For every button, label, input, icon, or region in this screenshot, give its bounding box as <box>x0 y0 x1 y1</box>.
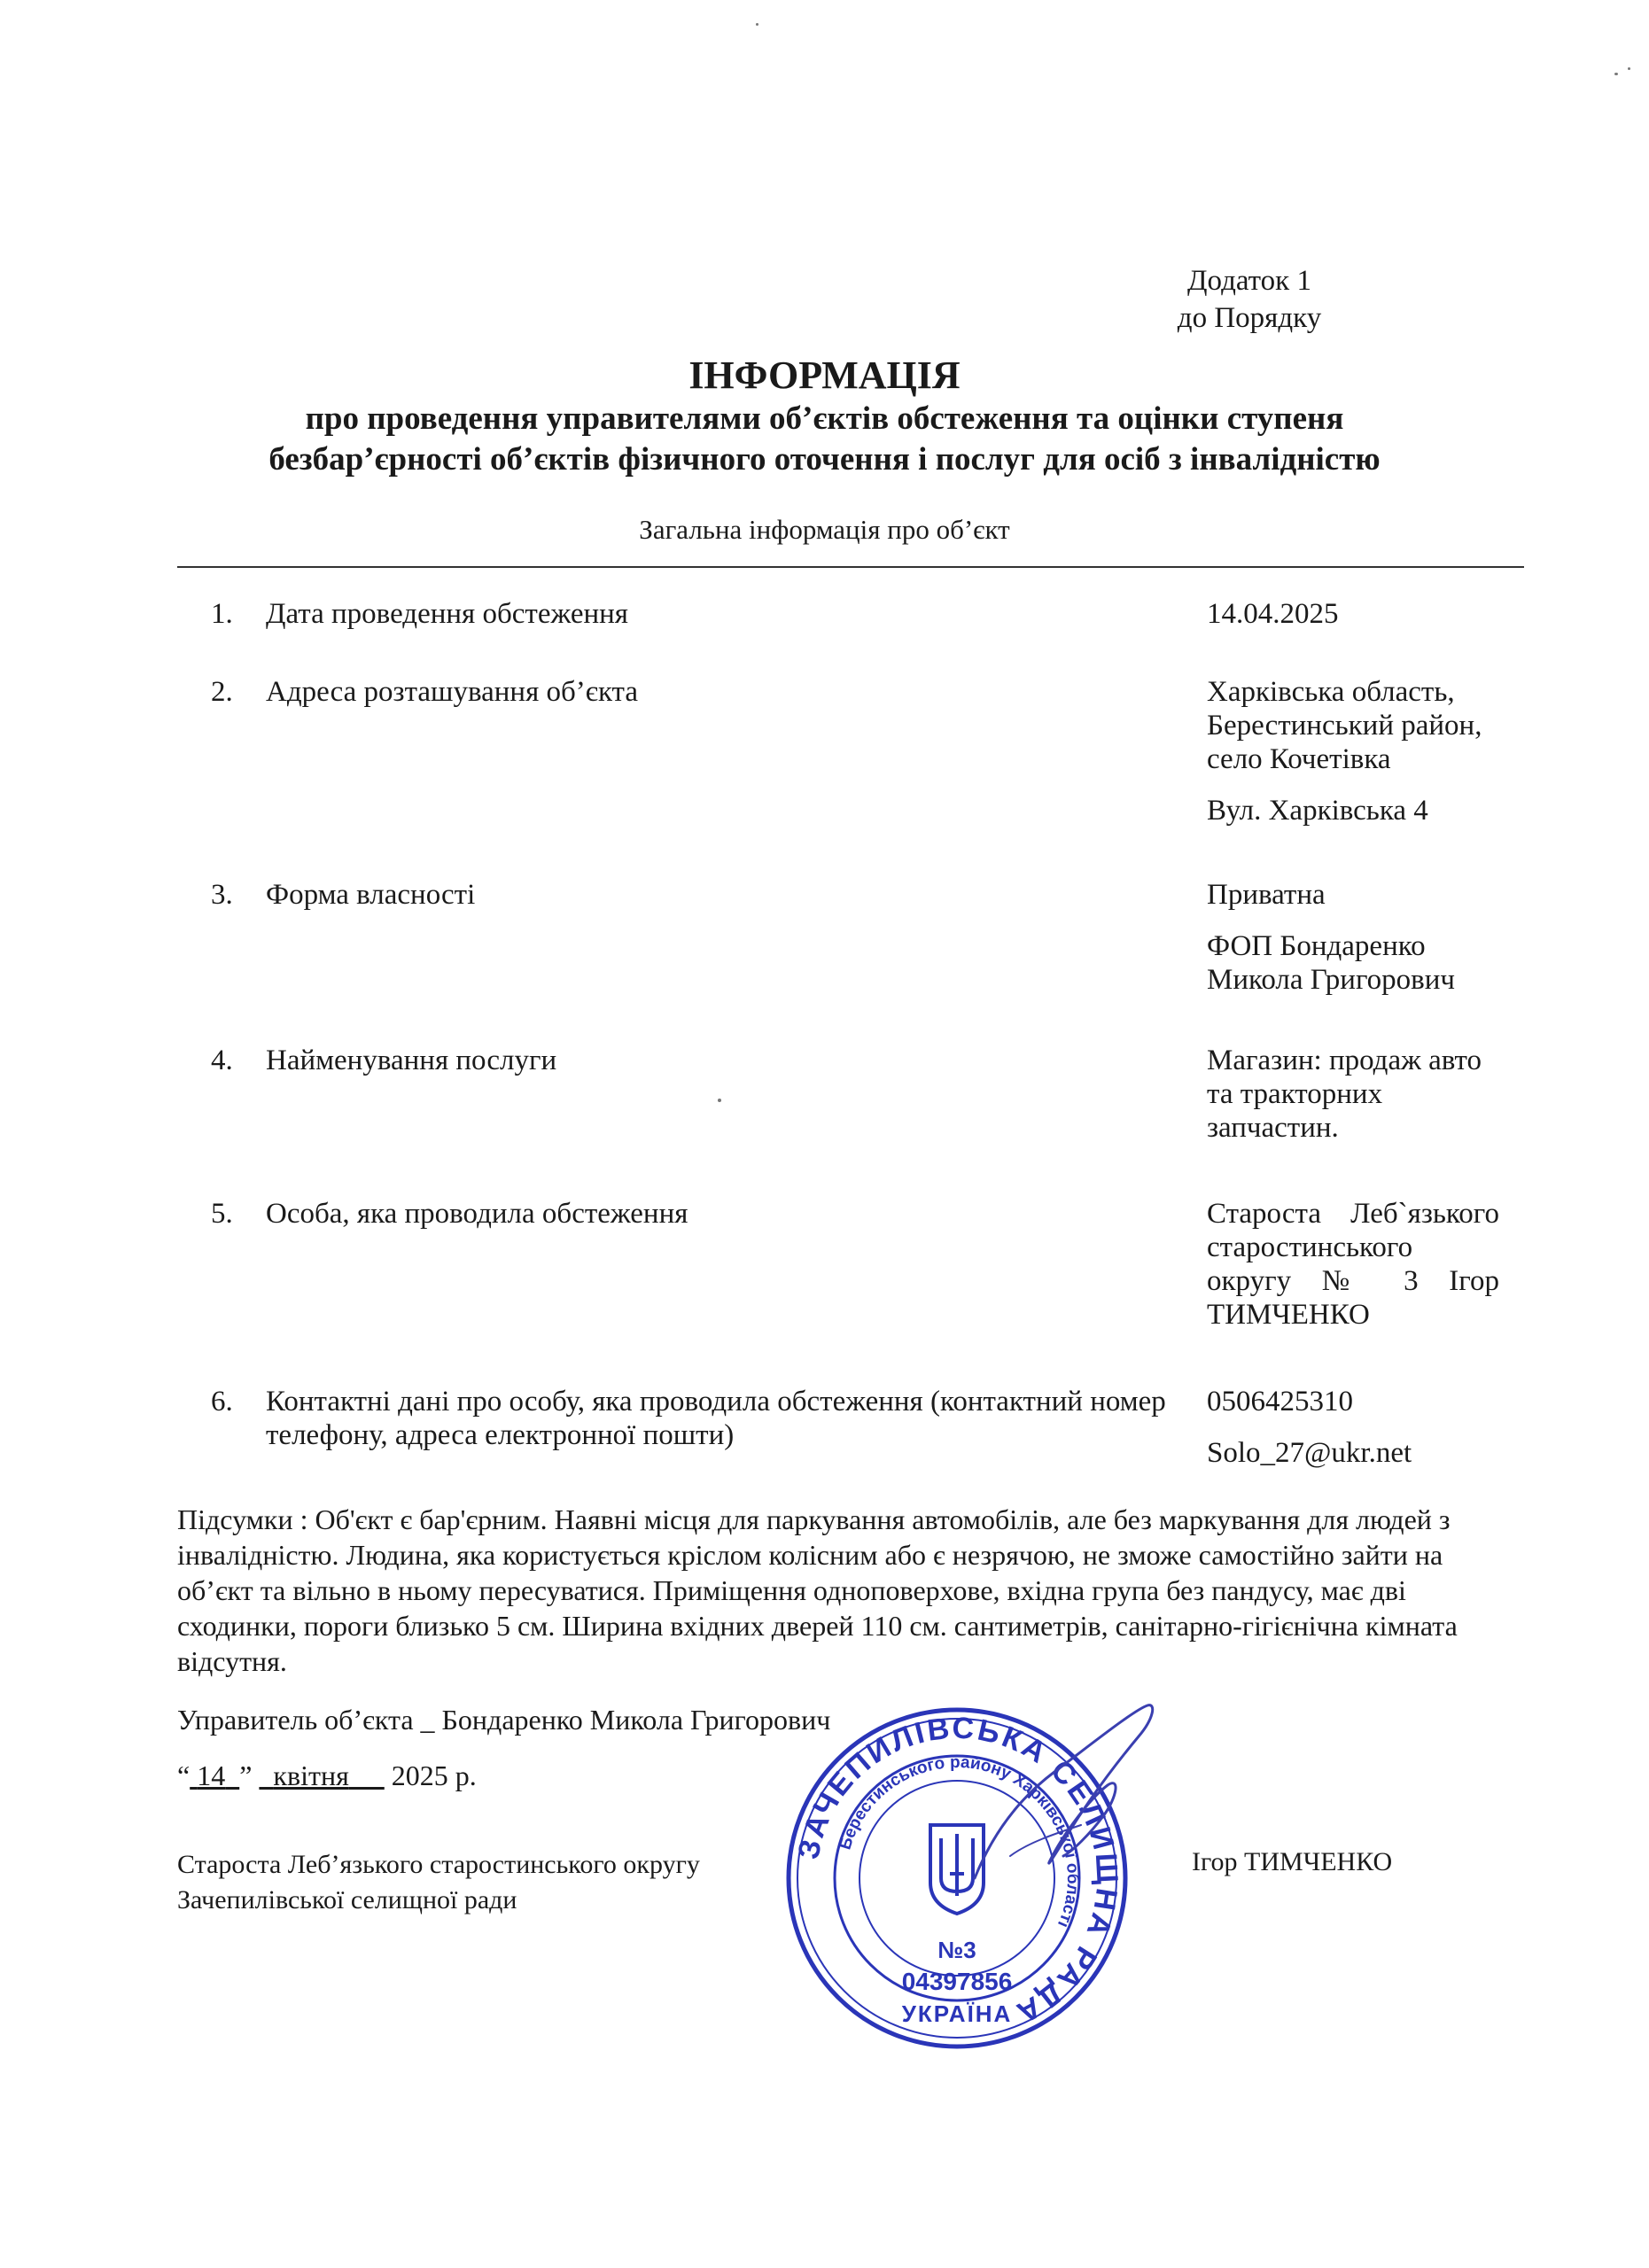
section-title: Загальна інформація про об’єкт <box>639 514 1010 545</box>
document-title: ІНФОРМАЦІЯ <box>688 353 961 397</box>
row-number: 4. <box>211 1045 233 1076</box>
stamp-country: УКРАЇНА <box>901 2000 1013 2027</box>
row-value <box>1207 597 1499 649</box>
row-value <box>1207 878 1499 1014</box>
date-year: 2025 р. <box>391 1759 477 1791</box>
section-divider <box>177 566 1524 568</box>
summary-paragraph: Підсумки : Об'єкт є бар'єрним. Наявні місця для паркування автомобілів, але без маркування для людей з інвалідністю. Людина, яка користується кріслом колісним або є незрячою, не зможе самостійно зайти на об’єкт та вільно в ньому пересуватися. Приміщення одноповерхове, вхідна група без пандусу, має дві сходинки, пороги близько 5 см. Ширина вхідних дверей 110 см. сантиметрів, санітарно-гігієнічна кімната відсутня. <box>177 1503 1458 1677</box>
value-email: Solo_27@ukr.net <box>1207 1437 1412 1469</box>
elder-title-line1: Староста Леб’язького старостинського округу <box>177 1850 700 1879</box>
row-number: 3. <box>211 879 233 911</box>
row-value <box>1207 675 1499 845</box>
value-phone: 0506425310 <box>1207 1386 1353 1418</box>
value-street: Вул. Харківська 4 <box>1207 795 1428 827</box>
elder-title-line2: Зачепилівської селищної ради <box>177 1885 517 1915</box>
elder-name: Ігор ТИМЧЕНКО <box>1192 1847 1393 1876</box>
scan-speck <box>1614 73 1618 75</box>
row-number: 5. <box>211 1198 233 1230</box>
date-line <box>177 1759 477 1792</box>
scan-speck <box>756 23 758 26</box>
elder-signature-block <box>177 1847 700 1918</box>
signature-stroke <box>975 1705 1153 1878</box>
row-number: 1. <box>211 598 233 630</box>
row-number: 6. <box>211 1386 233 1418</box>
value-ownership: Приватна <box>1207 879 1326 911</box>
scan-speck <box>1628 67 1630 70</box>
value-service: Магазин: продаж авто та тракторних запчастин. <box>1207 1045 1482 1144</box>
handwritten-signature <box>957 1701 1170 1896</box>
value-owner: ФОП Бондаренко Микола Григорович <box>1207 930 1456 996</box>
document-subtitle-line2: безбар’єрності об’єктів фізичного оточення і послуг для осіб з інвалідністю <box>268 441 1381 478</box>
stamp-number: №3 <box>937 1937 976 1963</box>
row-label: Форма власності <box>266 879 476 911</box>
scan-speck <box>718 1099 721 1102</box>
appendix-line1: Додаток 1 <box>1187 265 1311 297</box>
stamp-outer-text: ЗАЧЕПИЛІВСЬКА СЕЛИЩНА РАДА <box>791 1711 1124 2031</box>
stamp-inner-text: Берестинського району Харківської області <box>836 1752 1083 1930</box>
stamp-code: 04397856 <box>901 1968 1013 1995</box>
row-label: Особа, яка проводила обстеження <box>266 1198 688 1230</box>
value-date: 14.04.2025 <box>1207 598 1339 630</box>
row-value <box>1207 1385 1499 1487</box>
date-close-quote: ” <box>239 1759 253 1791</box>
row-label: Дата проведення обстеження <box>266 598 628 630</box>
date-open-quote: “ <box>177 1759 191 1791</box>
document-subtitle-line1: про проведення управителями об’єктів обстеження та оцінки ступеня <box>305 400 1344 437</box>
value-region: Харківська область, Берестинський район, село Кочетівка <box>1207 676 1482 775</box>
value-inspector: Староста Леб`язького старостинського округу № 3 Ігор ТИМЧЕНКО <box>1207 1198 1499 1331</box>
appendix-label <box>1143 262 1356 337</box>
row-label: Контактні дані про особу, яка проводила обстеження (контактний номер телефону, адреса електронної пошти) <box>266 1386 1166 1451</box>
manager-line: Управитель об’єкта _ Бондаренко Микола Григорович <box>177 1704 831 1736</box>
row-value <box>1207 1197 1499 1349</box>
row-number: 2. <box>211 676 233 708</box>
appendix-line2: до Порядку <box>1177 302 1322 334</box>
row-label: Адреса розташування об’єкта <box>266 676 639 708</box>
date-day: 14 <box>197 1759 226 1791</box>
date-month: квітня <box>273 1759 349 1791</box>
row-label: Найменування послуги <box>266 1045 557 1076</box>
row-value <box>1207 1044 1499 1162</box>
